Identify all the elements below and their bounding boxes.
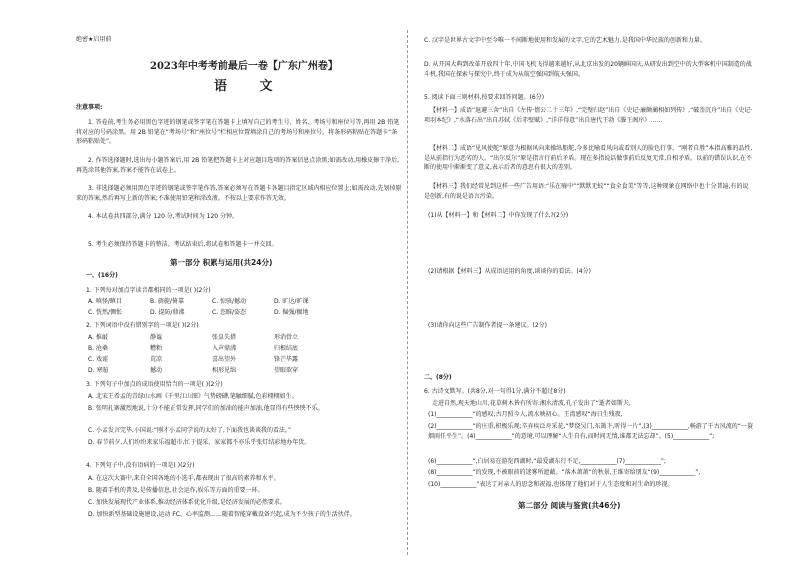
q2-word: 荒凉 — [150, 356, 163, 363]
q1-options-row — [88, 309, 336, 317]
section2-heading: 二、(8分) — [424, 374, 452, 381]
note-item: 4. 本试卷共四部分,满分 120 分,考试时间为 120 分钟。 — [88, 213, 238, 220]
q2-option-row[interactable] — [88, 334, 336, 342]
q2-word: B. 沧桑 — [88, 345, 108, 352]
q2-word: A. 推敲 — [88, 334, 108, 341]
q2-option-row[interactable] — [88, 367, 336, 375]
material-3: 【材料三】我们经常见到这样一些广告用语:“乐在骑中”“默默无蚊”“食全食美”等等,这种现象在网络中也十分普遍,有的说是创新,有的说是语言污染。 — [424, 183, 749, 200]
q2-word: D. 寒暄 — [88, 367, 109, 374]
q4-option[interactable]: C. 加快发展现代产业体系,推动经济体系优化升级,是经济发展的必然要求。 — [88, 499, 286, 506]
q2-word: 形消骨立 — [274, 334, 299, 341]
material-2: 【材料二】成语“见风使舵”原意为根据风向来操纵船舵,今多比喻看风向或看别人的脸色行事。“刚者自胜”本指高雅的品性,是从前指行为恶劣的人。“出尔反尔”原是指言行前后矛盾。现在多指说话做事前后反复无常,自相矛盾。以前的错误认识,在不断的使用中渐渐变了意义,表示后者的意思有很大的差别。 — [424, 145, 753, 171]
q5-sub-question: (2)请根据【材料三】从成语运用的角度,谈谈你的看法。(4分) — [428, 268, 591, 275]
right-top-line: D. 从开国大典到改革开放四十年,中国飞机飞得越来越好,从北京出发的20辆鲜国庆,从研发出到空中的大型客机中国制造的战斗机,我国在探索与探究中,终于成为从航空强国到航天强国。 — [424, 61, 752, 78]
q6-intro: 走进自然,观天地山川,花草树木皆有所寄:湘水清波,孔子发出了“逝者如斯夫, — [432, 400, 631, 407]
column-divider — [407, 30, 408, 555]
note-item: 3. 非选择题必须用黑色字迹的钢笔或签字笔作答,答案必须写在答题卡各题目指定区域内相应位置上;如需改动,先划掉原来的答案,然后再写上新的答案;不准使用铅笔和涂改液。不按以上要求作答无效。 — [76, 185, 402, 202]
note-item: 1. 答卷前,考生务必用黑色字迹的钢笔或签字笔在答题卡上填写自己的考生号、姓名、考场号和座位号等,再用 2B 铅笔将对应的号码涂黑。用 2B 铅笔在“考场号”和“座位号”栏相应位置填涂自己的考场号和座位号。将条形码粘贴在答题卡“条形码粘贴处”。 — [76, 119, 400, 145]
right-top-line: C. 汉字是世界古文字中至今唯一不间断地使用和发展的文字,它的艺术魅力,是我国中华民族的创新和力量。 — [424, 37, 706, 44]
q2-option-row[interactable] — [88, 356, 336, 364]
note-item: 2. 作答选择题时,选出每小题答案后,用 2B 铅笔把答题卡上对应题目选项的答案信息点涂黑;如需改动,用橡皮擦干净后,再选涂其他答案,答案不能答在试卷上。 — [76, 157, 400, 174]
exam-title: 2023年中考考前最后一卷【广东广州卷】 — [150, 61, 338, 72]
q2-word: 锋芒毕露 — [274, 356, 299, 363]
material-1: 【材料一】成语“退避三舍”出自《左传·僖公二十三年》,“完璧归赵”出自《史记·廉颇蔺相如列传》,“破釜沉舟”出自《史记·项羽本纪》,“水落石出”出自苏轼《后赤壁赋》,“洋洋得意”出自唐代王勃《滕王阁序》…… — [424, 107, 753, 124]
q3-stem: 3. 下列句子中加点的成语使用恰当的一项是( )(2分) — [86, 381, 223, 388]
q2-word: 撼动 — [150, 367, 163, 374]
q4-option[interactable]: D. 加快新型基础设施建设,运动 FC、心率监测……随着智能穿戴设备兴起,成为不少孩子的生活伙伴。 — [88, 511, 356, 518]
q5-stem: 5. 阅读下面三则材料,按要求回答问题。(6分) — [424, 94, 545, 101]
q4-option[interactable]: A. 在这次大赛中,来自全国各地的小选手,都表现出了很高的素养和水平。 — [88, 475, 280, 482]
note-item: 5. 考生必须保持答题卡的整洁。考试结束后,将试卷和答题卡一并交回。 — [88, 241, 278, 248]
q1-option[interactable]: D. 提防/鼎沸 — [150, 309, 185, 316]
q3-option[interactable]: D. 春节前夕,人们纷纷来家乐福超市,忙于提采、家家都不亦乐乎张灯结彩地办年货。 — [88, 439, 311, 446]
q2-stem: 2. 下列词语中没有错别字的一项是( )(2分) — [86, 322, 199, 329]
q6-line[interactable]: (6)____________”,白居易在游览西湖时,“最爱湖东行不足,____________(7)____________”; — [428, 458, 667, 465]
q1-option[interactable]: A. 嗔怪/瞋目 — [88, 298, 122, 305]
q2-word: C. 戏谑 — [88, 356, 109, 363]
q1-option[interactable]: C. 恍然/惆怅 — [88, 309, 123, 316]
q2-word: 归根结底 — [274, 345, 299, 352]
q2-word: 入声鼎沸 — [212, 345, 237, 352]
q2-word: 静谧 — [150, 334, 163, 341]
q6-line[interactable]: (1)____________”的感叹;古月照今人,流水映初心。王湾感叹“海日生残夜, — [428, 411, 623, 418]
q1-option[interactable]: D. 倔强/掘地 — [274, 309, 309, 316]
secret-label: 绝密★启用前 — [76, 36, 112, 43]
subject-title: 语 文 — [214, 79, 287, 94]
q1-stem: 1. 下列每对加点字读音都相同的一项是( )(2分) — [86, 287, 211, 294]
q2-word: 糟粕 — [150, 345, 163, 352]
q1-option[interactable]: C. 惊骇/撼动 — [212, 298, 247, 305]
q6-stem: 6. 古诗文默写。(共8分,对一句得1分,满分不超过8分) — [424, 388, 566, 395]
q2-word: 望眼欲穿 — [274, 367, 299, 374]
section1-heading: 一、(16分) — [86, 272, 118, 279]
q1-option[interactable]: C. 恣睢/姿态 — [212, 309, 247, 316]
q3-option[interactable]: A. 北宋王希孟的青绿山水画《千里江山图》气势磅礴,笔触细腻,色彩栩栩如生。 — [88, 393, 298, 400]
part2-heading: 第二部分 阅读与鉴赏(共46分) — [518, 501, 621, 510]
binding-margin — [0, 0, 36, 562]
q6-line[interactable]: (8)____________”的发现,不被眼前的迷雾所遮蔽。“落木萧萧”的秋景,王维寄给朋友“(9)____________”, — [428, 469, 701, 476]
q1-options-row — [88, 298, 336, 306]
q2-word: 张皇失措 — [212, 334, 237, 341]
q4-option[interactable]: B. 随着手机的普及,是传播信息,社会运作,娱乐等方面的重要一环。 — [88, 487, 264, 494]
q5-sub-question: (1)从【材料一】和【材料二】中你发现了什么?(2分) — [428, 212, 569, 219]
notes-title: 注意事项: — [76, 104, 103, 111]
q1-option[interactable]: D. 旷达/旷课 — [274, 298, 309, 305]
q5-sub-question: (3)请你向这些广告制作者提一条建议。(2分) — [428, 322, 547, 329]
q2-word: 喜出望外 — [212, 356, 237, 363]
q3-option[interactable]: B. 张明扎寨激烈地说,十分不能正常发挥,同学们的加油的能声加油,他显得有些怏怏不乐。 — [88, 405, 324, 412]
part1-heading: 第一部分 积累与运用(共24分) — [170, 258, 273, 267]
q6-line[interactable]: (10)____________”表达了对亲人的思念和祝福,也体现了他们对于人生态度和对生命的珍视。 — [428, 481, 674, 488]
q2-word: 相形见绌 — [212, 367, 237, 374]
q1-option[interactable]: B. 旖旎/倚靠 — [150, 298, 184, 305]
q3-option[interactable]: C. 小孟发言完毕,小国说:“刚才小孟同学说的太好了,下面我也谈谈我的看法。” — [88, 427, 292, 434]
q2-option-row[interactable] — [88, 345, 336, 353]
q6-line[interactable]: (2)____________”的庄重,积极乐观;辛弃疾泛舟采花,“梦绕吴门,东篱下,听得一片”,(3)____________,畅游了千古风流的“一蓑烟雨任平生”。(4)____________”的意境,可以理解“人生自有,而时间无情,谁都无法忘却”。(5)____________”; — [428, 423, 753, 440]
q4-stem: 4. 下列句子中,没有语病的一项是( )(2分) — [86, 462, 195, 469]
